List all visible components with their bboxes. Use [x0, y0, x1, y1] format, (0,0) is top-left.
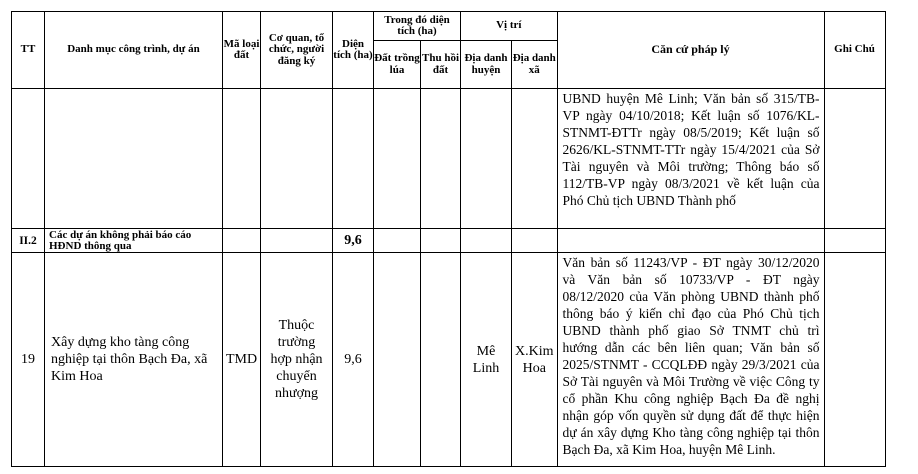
item-note — [824, 253, 885, 467]
header-dat-trong-lua: Đất trồng lúa — [374, 41, 421, 89]
header-dia-danh-huyen: Địa danh huyện — [461, 41, 512, 89]
header-co-quan: Cơ quan, tổ chức, người đăng ký — [261, 12, 333, 89]
item-district: Mê Linh — [461, 253, 512, 467]
item-land-code: TMD — [223, 253, 261, 467]
section-area: 9,6 — [333, 229, 374, 253]
section-title: Các dự án không phải báo cáo HĐND thông qua — [45, 229, 223, 253]
table-row-continuation — [12, 89, 886, 229]
land-use-table — [11, 11, 886, 467]
item-number: 19 — [12, 253, 45, 467]
header-can-cu: Căn cứ pháp lý — [557, 12, 824, 89]
header-vi-tri: Vị trí — [461, 12, 558, 41]
header-tt: TT — [12, 12, 45, 89]
header-dien-tich: Diện tích (ha) — [333, 12, 374, 89]
item-legal-basis: Văn bản số 11243/VP - ĐT ngày 30/12/2020 và Văn bản số 10733/VP - ĐT ngày 08/12/2020 của Văn phòng UBND thành phố thông báo ý kiến chỉ đạo của Phó Chủ tịch UBND thành phố giao Sở TNMT chủ trì hướng dẫn các bên liên quan; Văn bản số 2025/STNMT - CCQLĐĐ ngày 29/3/2021 của Sở Tài nguyên và Môi Trường về việc Công ty cổ phần Khu công nghiệp Bạch Đa đề nghị nhận góp vốn quyền sử dụng đất để thực hiện dự án xây dựng Kho tàng công nghiệp tại thôn Bạch Đa, xã Kim Hoa, huyện Mê Linh. — [557, 253, 824, 467]
header-dia-danh-xa: Địa danh xã — [512, 41, 558, 89]
document-page — [11, 11, 886, 467]
item-land-recovery — [421, 253, 461, 467]
item-commune: X.Kim Hoa — [512, 253, 558, 467]
section-number: II.2 — [12, 229, 45, 253]
item-rice-land — [374, 253, 421, 467]
legal-basis-continuation: UBND huyện Mê Linh; Văn bản số 315/TB-VP ngày 04/10/2018; Kết luận số 1076/KL-STNMT-ĐTTr ngày 08/5/2019; Kết luận số 2626/KL-STNMT-TTr ngày 15/4/2021 của Sở Tài nguyên và Môi trường; Thông báo số 112/TB-VP ngày 08/3/2021 về kết luận của Phó Chủ tịch UBND Thành phố — [557, 89, 824, 229]
header-trong-do: Trong đó diện tích (ha) — [374, 12, 461, 41]
item-name: Xây dựng kho tàng công nghiệp tại thôn Bạch Đa, xã Kim Hoa — [45, 253, 223, 467]
header-thu-hoi-dat: Thu hồi đất — [421, 41, 461, 89]
item-area: 9,6 — [333, 253, 374, 467]
header-ghi-chu: Ghi Chú — [824, 12, 885, 89]
header-danh-muc: Danh mục công trình, dự án — [45, 12, 223, 89]
table-row-section — [12, 229, 886, 253]
table-row-item — [12, 253, 886, 467]
header-ma-loai-dat: Mã loại đất — [223, 12, 261, 89]
item-registrant: Thuộc trường hợp nhận chuyển nhượng — [261, 253, 333, 467]
